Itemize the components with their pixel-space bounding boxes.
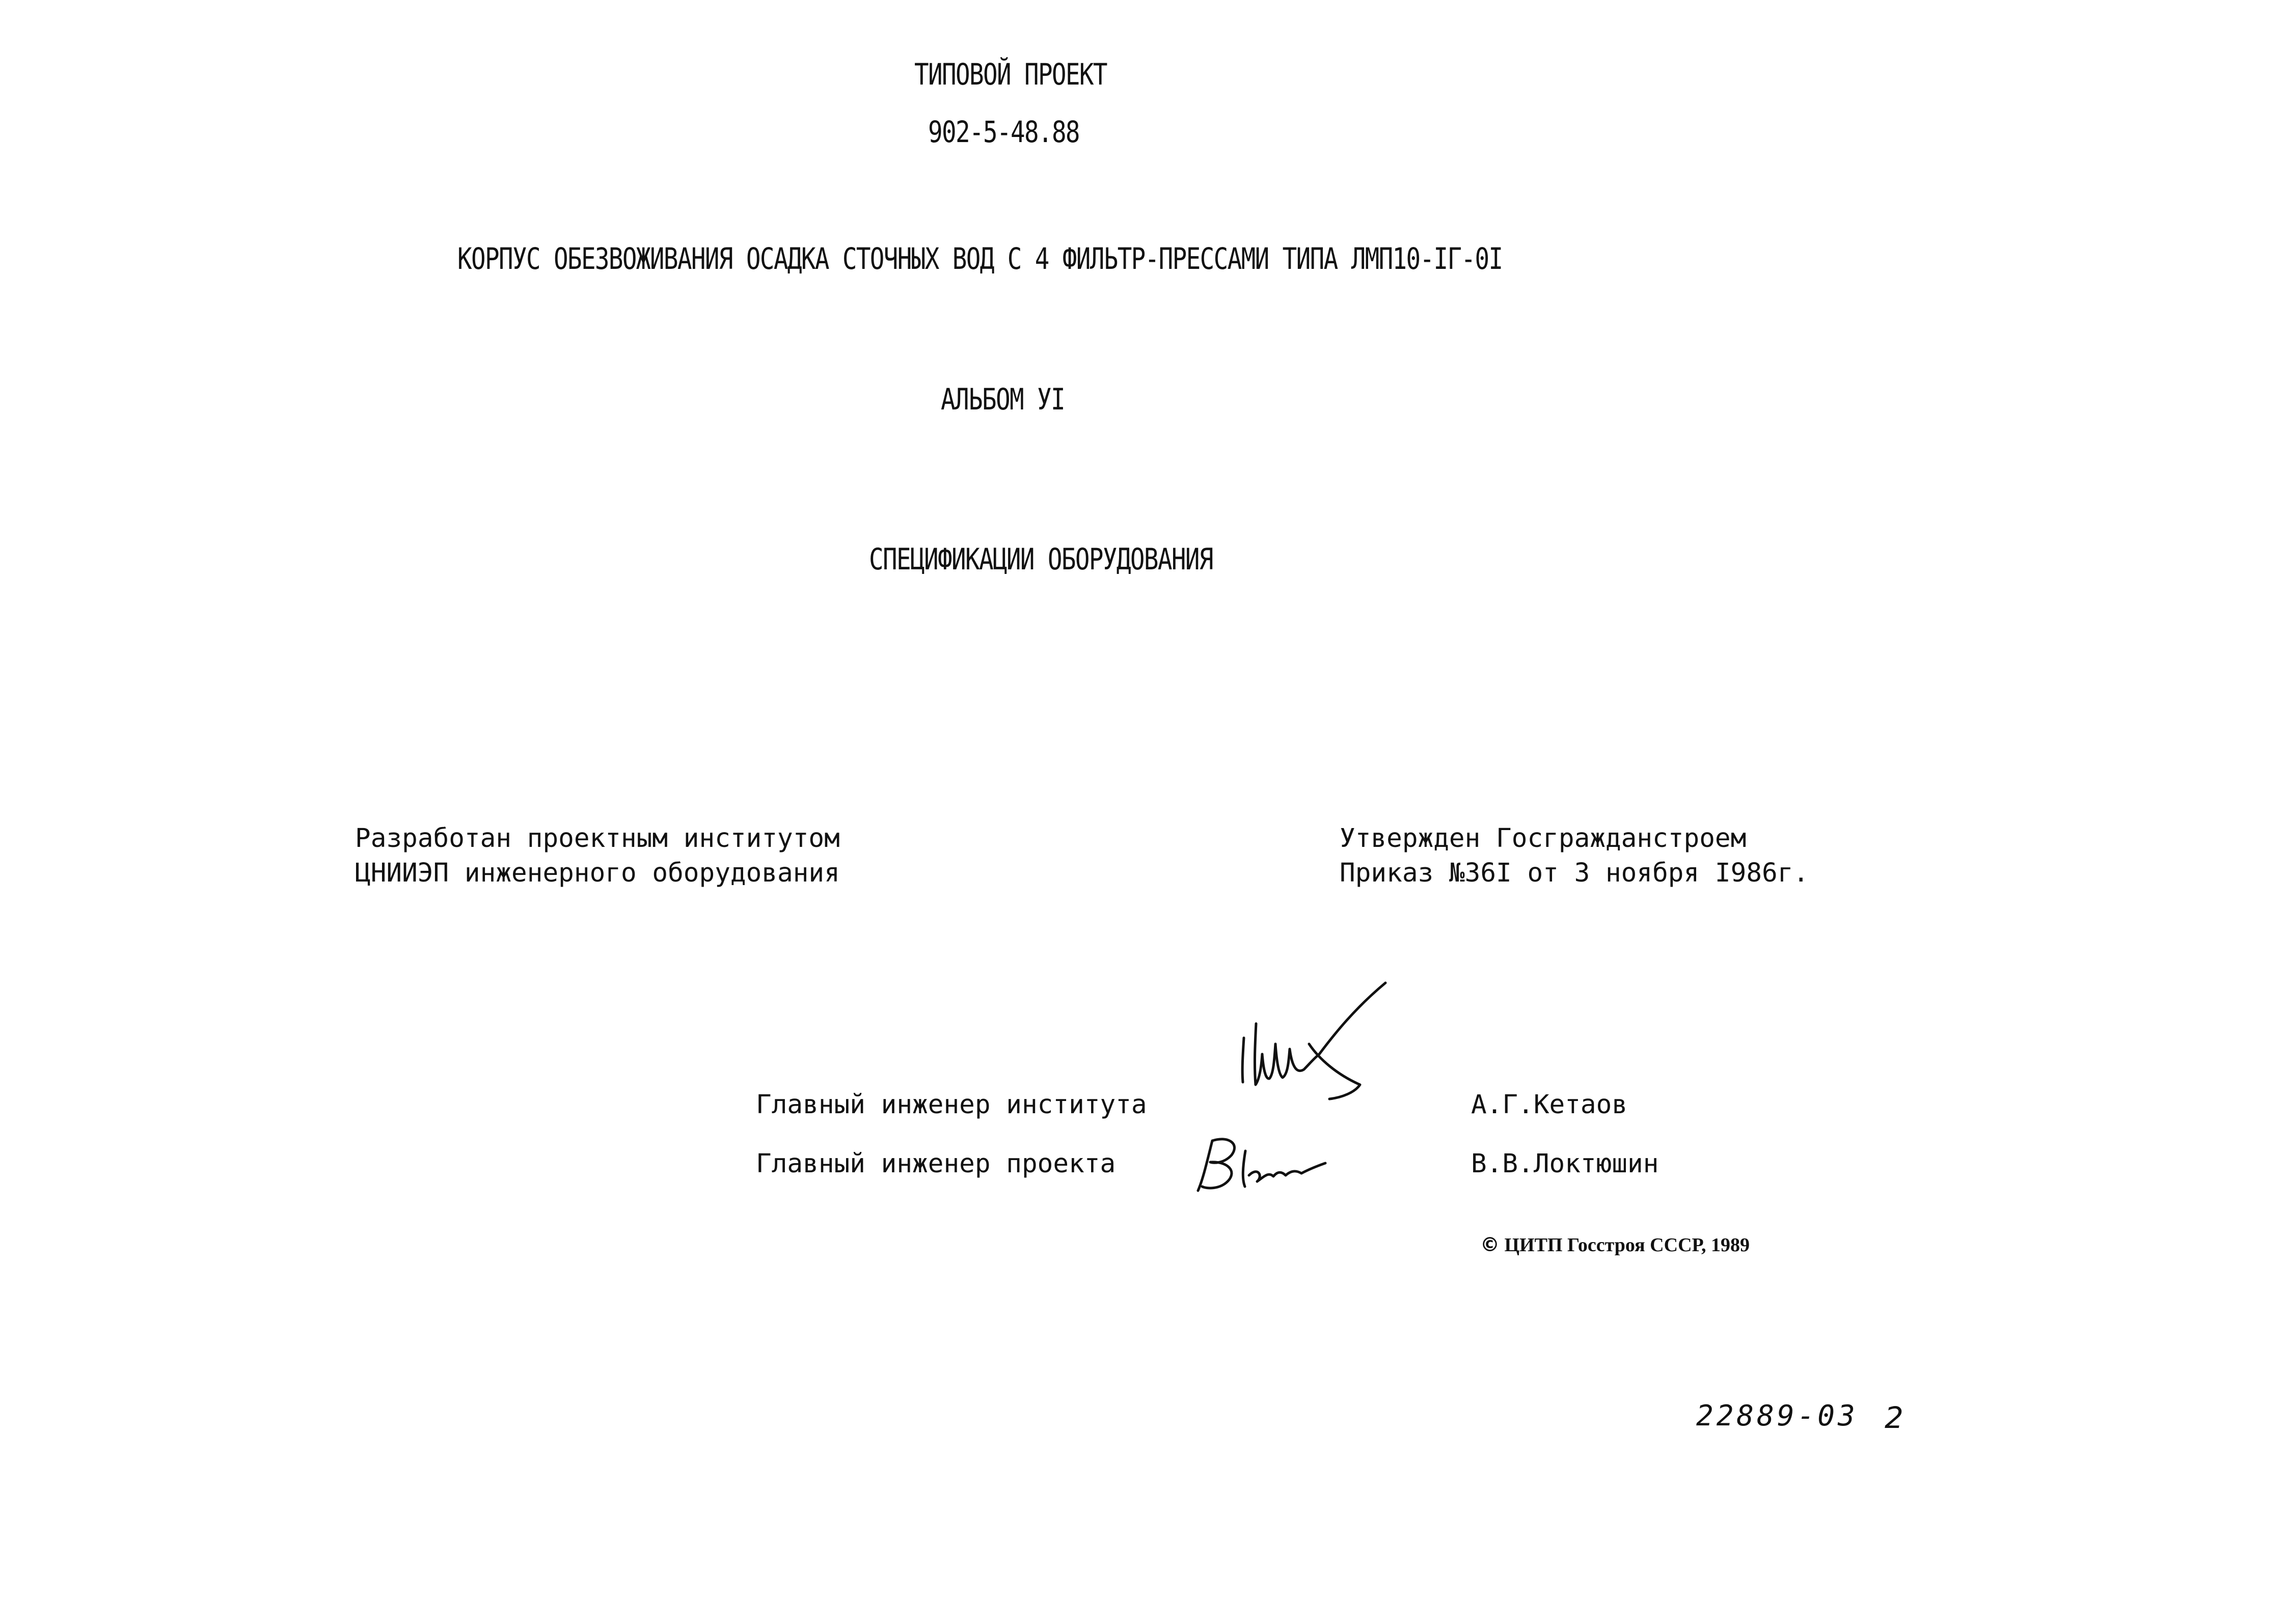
copyright-notice	[1480, 1233, 1750, 1256]
signature-name-institute: А.Г.Кетаов	[1471, 1090, 1628, 1120]
inventory-number: 22889-03	[1696, 1399, 1858, 1433]
document-title: КОРПУС ОБЕЗВОЖИВАНИЯ ОСАДКА СТОЧНЫХ ВОД С 4 ФИЛЬТР-ПРЕССАМИ ТИПА ЛМП10-IГ-0I	[457, 241, 1503, 276]
developed-by-line1: Разработан проектным институтом	[355, 823, 840, 854]
project-number: 902-5-48.88	[928, 115, 1079, 149]
handwritten-signature-chief-engineer-institute	[1233, 978, 1396, 1110]
project-type-heading: ТИПОВОЙ ПРОЕКТ	[914, 57, 1107, 92]
approved-by-line1: Утвержден Госгражданстроем	[1340, 823, 1747, 854]
copyright-icon: ©	[1480, 1233, 1500, 1256]
developed-by-line2: ЦНИИЭП инженерного оборудования	[355, 858, 840, 888]
album-label: АЛЬБОМ УI	[941, 382, 1065, 417]
approved-by-line2: Приказ №36I от 3 ноября I986г.	[1340, 858, 1809, 888]
document-subtitle: СПЕЦИФИКАЦИИ ОБОРУДОВАНИЯ	[869, 542, 1213, 576]
sheet-number: 2	[1885, 1400, 1903, 1435]
signature-role-institute: Главный инженер института	[756, 1090, 1147, 1120]
signature-role-project: Главный инженер проекта	[756, 1149, 1116, 1179]
signature-name-project: В.В.Локтюшин	[1471, 1149, 1659, 1179]
handwritten-signature-chief-engineer-project	[1192, 1131, 1335, 1197]
copyright-text: ЦИТП Госстроя СССР, 1989	[1504, 1234, 1750, 1256]
